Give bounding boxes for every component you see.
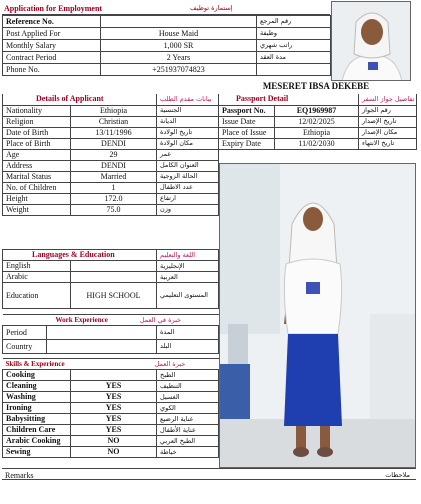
- full-body-photo: [219, 163, 416, 468]
- table-row: [3, 392, 219, 403]
- form-title-en: Application for Employment: [4, 4, 103, 13]
- row-label-ar: الطبخ العربي: [157, 436, 219, 447]
- row-label-ar: المستوى التعليمي: [157, 283, 219, 309]
- row-label: Age: [3, 149, 71, 160]
- row-value: YES: [71, 381, 157, 392]
- skills-experience-table: [2, 358, 219, 458]
- row-label-ar: وزن: [157, 204, 219, 215]
- table-row: [3, 40, 331, 52]
- row-label: Ironing: [3, 403, 71, 414]
- section-header-row: [3, 359, 219, 370]
- row-label: Date of Birth: [3, 127, 71, 138]
- table-row: [219, 105, 417, 116]
- field-value: 1,000 SR: [101, 40, 257, 52]
- row-label: Issue Date: [219, 116, 275, 127]
- row-label-ar: ارتفاع: [157, 193, 219, 204]
- row-label-ar: مكان الإصدار: [359, 127, 417, 138]
- section-title: Passport Detail: [219, 94, 359, 105]
- row-value: 13/11/1996: [71, 127, 157, 138]
- row-value: YES: [71, 403, 157, 414]
- row-label-ar: مكان الولادة: [157, 138, 219, 149]
- table-row: [3, 403, 219, 414]
- table-row: [3, 204, 219, 215]
- row-label: Cleaning: [3, 381, 71, 392]
- field-value: House Maid: [101, 28, 257, 40]
- row-label-ar: عناية الرضيع: [157, 414, 219, 425]
- row-value: [47, 340, 157, 354]
- table-row: [3, 16, 331, 28]
- table-row: [219, 138, 417, 149]
- row-label: Height: [3, 193, 71, 204]
- row-label-ar: خياطة: [157, 447, 219, 458]
- top-fields-table: [2, 15, 331, 76]
- row-label: English: [3, 261, 71, 272]
- table-row: [3, 447, 219, 458]
- row-label: Sewing: [3, 447, 71, 458]
- row-label: No. of Children: [3, 182, 71, 193]
- row-value: Ethiopia: [71, 105, 157, 116]
- field-label: Reference No.: [3, 16, 101, 28]
- row-label: Arabic: [3, 272, 71, 283]
- row-value: 11/02/2030: [275, 138, 359, 149]
- table-row: [3, 272, 219, 283]
- row-label: Religion: [3, 116, 71, 127]
- remarks-label: Remarks: [5, 471, 34, 480]
- section-title-ar: اللغة والتعليم: [157, 250, 219, 261]
- table-row: [219, 127, 417, 138]
- row-label-ar: رقم الجواز: [359, 105, 417, 116]
- row-label: Country: [3, 340, 47, 354]
- applicant-name: MESERET IBSA DEKEBE: [262, 81, 370, 91]
- row-label: Arabic Cooking: [3, 436, 71, 447]
- table-row: [3, 171, 219, 182]
- field-label: Phone No.: [3, 64, 101, 76]
- field-label-ar: [257, 64, 331, 76]
- row-label-ar: العنوان الكامل: [157, 160, 219, 171]
- row-label: Place of Birth: [3, 138, 71, 149]
- section-title: Skills & Experience خبرة العمل: [3, 359, 219, 370]
- section-title-ar: بيانات مقدم الطلب: [157, 94, 219, 105]
- row-label-ar: تاريخ الإصدار: [359, 116, 417, 127]
- row-label-ar: الديانة: [157, 116, 219, 127]
- row-label: Cooking: [3, 370, 71, 381]
- row-value: [71, 272, 157, 283]
- row-label-ar: المدة: [157, 326, 219, 340]
- row-label: Expiry Date: [219, 138, 275, 149]
- row-value: Christian: [71, 116, 157, 127]
- table-row: [3, 436, 219, 447]
- row-label-ar: الجنسية: [157, 105, 219, 116]
- section-title: Work Experience خبرة في العمل: [3, 315, 219, 326]
- table-row: [3, 116, 219, 127]
- row-label: Period: [3, 326, 47, 340]
- row-value: DENDI: [71, 138, 157, 149]
- section-title-ar: تفاصيل جواز السفر: [359, 94, 417, 105]
- full-body-illustration: [220, 164, 416, 468]
- row-label-ar: الكوي: [157, 403, 219, 414]
- table-row: [3, 326, 219, 340]
- form-title-ar: إستمارة توظيف: [190, 4, 233, 12]
- section-header-row: [3, 315, 219, 326]
- section-title: Details of Applicant: [3, 94, 157, 105]
- field-label: Contract Period: [3, 52, 101, 64]
- table-row: [3, 64, 331, 76]
- table-row: [3, 127, 219, 138]
- row-label-ar: الغسيل: [157, 392, 219, 403]
- field-value: [101, 16, 257, 28]
- section-header-row: [3, 250, 219, 261]
- row-value: 12/02/2025: [275, 116, 359, 127]
- row-label-ar: عناية الأطفال: [157, 425, 219, 436]
- row-label: Weight: [3, 204, 71, 215]
- row-label: Address: [3, 160, 71, 171]
- row-label: Children Care: [3, 425, 71, 436]
- table-row: [3, 149, 219, 160]
- table-row: [3, 28, 331, 40]
- table-row: [3, 340, 219, 354]
- table-row: [3, 193, 219, 204]
- applicant-details-table: [2, 94, 219, 216]
- table-row: [219, 116, 417, 127]
- field-label-ar: مدة العقد: [257, 52, 331, 64]
- headshot-photo: [331, 1, 411, 81]
- row-label: Education: [3, 283, 71, 309]
- row-value: [47, 326, 157, 340]
- field-label-ar: راتب شهري: [257, 40, 331, 52]
- section-header-row: [3, 94, 219, 105]
- table-row: [3, 425, 219, 436]
- row-value: 172.0: [71, 193, 157, 204]
- row-value: Married: [71, 171, 157, 182]
- row-value: EQ1969987: [275, 105, 359, 116]
- row-label: Passport No.: [219, 105, 275, 116]
- field-label-ar: وظيفة: [257, 28, 331, 40]
- table-row: [3, 261, 219, 272]
- table-row: [3, 283, 219, 309]
- row-label: Washing: [3, 392, 71, 403]
- form-title-bar: [2, 1, 330, 15]
- row-label: Babysitting: [3, 414, 71, 425]
- field-label: Monthly Salary: [3, 40, 101, 52]
- table-row: [3, 414, 219, 425]
- field-label-ar: رقم المرجع: [257, 16, 331, 28]
- row-value: NO: [71, 447, 157, 458]
- row-label: Marital Status: [3, 171, 71, 182]
- table-row: [3, 105, 219, 116]
- row-value: YES: [71, 425, 157, 436]
- row-label: Place of Issue: [219, 127, 275, 138]
- row-label-ar: الحالة الزوجية: [157, 171, 219, 182]
- row-value: NO: [71, 436, 157, 447]
- row-label-ar: الطبخ: [157, 370, 219, 381]
- field-value: 2 Years: [101, 52, 257, 64]
- row-label-ar: عمر: [157, 149, 219, 160]
- row-value: [71, 370, 157, 381]
- table-row: [3, 182, 219, 193]
- row-label-ar: العربية: [157, 272, 219, 283]
- row-value: HIGH SCHOOL: [71, 283, 157, 309]
- passport-details-table: [218, 94, 417, 150]
- table-row: [3, 381, 219, 392]
- row-value: 1: [71, 182, 157, 193]
- remarks-row: [2, 468, 416, 480]
- row-value: Ethiopia: [275, 127, 359, 138]
- row-label-ar: تاريخ الولادة: [157, 127, 219, 138]
- remarks-label-ar: ملاحظات: [385, 471, 410, 479]
- row-value: YES: [71, 414, 157, 425]
- row-value: 75.0: [71, 204, 157, 215]
- row-label-ar: التنظيف: [157, 381, 219, 392]
- row-value: DENDI: [71, 160, 157, 171]
- headshot-illustration: [332, 2, 411, 81]
- section-title: Languages & Education: [3, 250, 157, 261]
- row-label: Nationality: [3, 105, 71, 116]
- row-label-ar: عدد الاطفال: [157, 182, 219, 193]
- row-value: YES: [71, 392, 157, 403]
- table-row: [3, 138, 219, 149]
- row-label-ar: تاريخ الانتهاء: [359, 138, 417, 149]
- table-row: [3, 370, 219, 381]
- row-label-ar: البلد: [157, 340, 219, 354]
- languages-education-table: [2, 249, 219, 309]
- field-label: Post Applied For: [3, 28, 101, 40]
- table-row: [3, 160, 219, 171]
- row-value: [71, 261, 157, 272]
- work-experience-table: [2, 314, 219, 354]
- table-row: [3, 52, 331, 64]
- field-value: +251937074823: [101, 64, 257, 76]
- row-label-ar: الإنجليزية: [157, 261, 219, 272]
- section-header-row: [219, 94, 417, 105]
- row-value: 29: [71, 149, 157, 160]
